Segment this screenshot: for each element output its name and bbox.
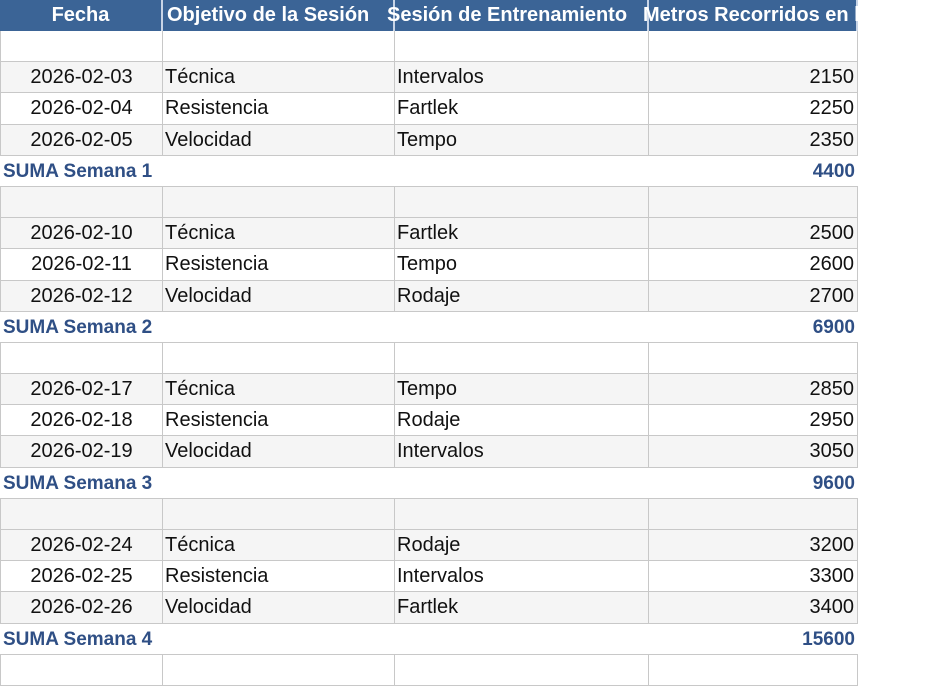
session-cell[interactable]: Fartlek [395,218,649,249]
header-label: Metros Recorridos en la Sesión [643,4,942,26]
table-row [0,62,858,93]
sum-value[interactable]: 9600 [812,472,855,494]
table-row [0,93,858,124]
objective-cell[interactable]: Técnica [163,374,395,405]
meters-cell[interactable]: 2700 [649,281,858,312]
header-row [0,0,942,31]
table-row [0,405,858,436]
empty-cell[interactable] [163,655,395,686]
empty-cell[interactable] [163,343,395,374]
table-row [0,249,858,280]
session-cell[interactable]: Intervalos [395,436,649,467]
objective-cell[interactable]: Velocidad [163,436,395,467]
session-cell[interactable]: Rodaje [395,405,649,436]
empty-row [0,499,858,530]
table-row [0,561,858,592]
empty-cell[interactable] [649,187,858,218]
sum-label[interactable]: SUMA Semana 1 [3,160,153,182]
sum-value[interactable]: 6900 [812,316,855,338]
empty-cell[interactable] [0,655,163,686]
objective-cell[interactable]: Técnica [163,62,395,93]
header-label: Fecha [51,4,110,26]
session-cell[interactable]: Tempo [395,249,649,280]
date-cell[interactable]: 2026-02-24 [0,530,163,561]
date-cell[interactable]: 2026-02-18 [0,405,163,436]
date-cell[interactable]: 2026-02-11 [0,249,163,280]
session-cell[interactable]: Fartlek [395,93,649,124]
date-cell[interactable]: 2026-02-10 [0,218,163,249]
empty-cell[interactable] [0,343,163,374]
meters-cell[interactable]: 2350 [649,125,858,156]
meters-cell[interactable]: 3050 [649,436,858,467]
objective-cell[interactable]: Resistencia [163,249,395,280]
meters-cell[interactable]: 2950 [649,405,858,436]
empty-cell[interactable] [649,655,858,686]
header-cell-metros[interactable] [643,0,942,31]
date-cell[interactable]: 2026-02-04 [0,93,163,124]
empty-cell[interactable] [163,187,395,218]
empty-cell[interactable] [649,499,858,530]
empty-row [0,187,858,218]
date-cell[interactable]: 2026-02-25 [0,561,163,592]
session-cell[interactable]: Tempo [395,374,649,405]
session-cell[interactable]: Rodaje [395,281,649,312]
date-cell[interactable]: 2026-02-05 [0,125,163,156]
empty-row [0,343,858,374]
empty-cell[interactable] [395,343,649,374]
empty-cell[interactable] [395,31,649,62]
sum-value[interactable]: 15600 [802,628,855,650]
date-cell[interactable]: 2026-02-26 [0,592,163,623]
table-row [0,281,858,312]
header-cell-fecha[interactable] [0,0,163,31]
meters-cell[interactable]: 2850 [649,374,858,405]
empty-cell[interactable] [163,31,395,62]
empty-cell[interactable] [649,31,858,62]
empty-cell[interactable] [0,187,163,218]
meters-cell[interactable]: 3200 [649,530,858,561]
objective-cell[interactable]: Resistencia [163,93,395,124]
objective-cell[interactable]: Técnica [163,218,395,249]
table-row [0,592,858,623]
empty-cell[interactable] [0,31,163,62]
objective-cell[interactable]: Velocidad [163,592,395,623]
session-cell[interactable]: Fartlek [395,592,649,623]
meters-cell[interactable]: 2600 [649,249,858,280]
meters-cell[interactable]: 2500 [649,218,858,249]
table-body [0,31,858,686]
sum-label[interactable]: SUMA Semana 4 [3,628,153,650]
empty-cell[interactable] [649,343,858,374]
empty-cell[interactable] [395,499,649,530]
meters-cell[interactable]: 2150 [649,62,858,93]
date-cell[interactable]: 2026-02-17 [0,374,163,405]
week-sum-row [0,156,858,187]
header-label: Sesión de Entrenamiento [387,4,628,26]
session-cell[interactable]: Intervalos [395,62,649,93]
empty-row [0,31,858,62]
session-cell[interactable]: Tempo [395,125,649,156]
date-cell[interactable]: 2026-02-03 [0,62,163,93]
table-row [0,374,858,405]
meters-cell[interactable]: 3300 [649,561,858,592]
meters-cell[interactable]: 3400 [649,592,858,623]
empty-cell[interactable] [395,187,649,218]
objective-cell[interactable]: Velocidad [163,281,395,312]
empty-row [0,655,858,686]
meters-cell[interactable]: 2250 [649,93,858,124]
empty-cell[interactable] [395,655,649,686]
date-cell[interactable]: 2026-02-12 [0,281,163,312]
sum-value[interactable]: 4400 [812,160,855,182]
empty-cell[interactable] [0,499,163,530]
table-row [0,436,858,467]
objective-cell[interactable]: Técnica [163,530,395,561]
objective-cell[interactable]: Resistencia [163,405,395,436]
date-cell[interactable]: 2026-02-19 [0,436,163,467]
sum-label[interactable]: SUMA Semana 2 [3,316,153,338]
session-cell[interactable]: Intervalos [395,561,649,592]
empty-cell[interactable] [163,499,395,530]
session-cell[interactable]: Rodaje [395,530,649,561]
table-row [0,125,858,156]
week-sum-row [0,312,858,343]
objective-cell[interactable]: Velocidad [163,125,395,156]
header-cell-objetivo[interactable] [163,0,395,31]
week-sum-row [0,624,858,655]
table-row [0,530,858,561]
objective-cell[interactable]: Resistencia [163,561,395,592]
header-cell-sesion[interactable] [387,0,649,31]
week-sum-row [0,468,858,499]
sum-label[interactable]: SUMA Semana 3 [3,472,153,494]
table-row [0,218,858,249]
header-label: Objetivo de la Sesión [167,4,370,26]
